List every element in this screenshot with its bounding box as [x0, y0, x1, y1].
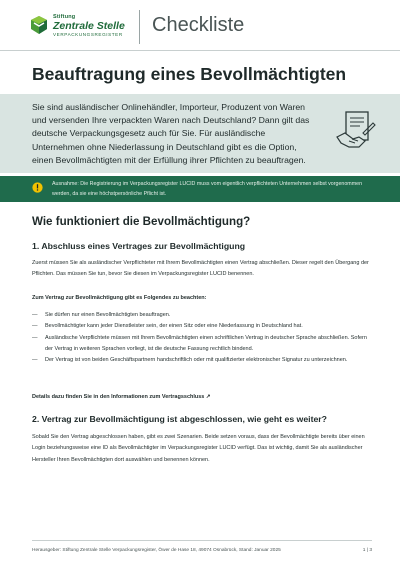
step-2-paragraph: Sobald Sie den Vertrag abgeschlossen haben, gibt es zwei Szenarien. Beide setzen voraus, dass der Bevollmächtigte bereits über einen Login beziehungsweise eine ID als Bevollmächtigter im Verpackungsregister LUCID verfügt. Das ist wichtig, damit Sie als ausländischer Hersteller Ihren Bevollmächtigten dort auswählen und benennen können. [32, 434, 365, 463]
step-1-heading: 1. Abschluss eines Vertrages zur Bevollmächtigung [32, 241, 246, 251]
logo-sup-text: Stiftung [53, 14, 76, 20]
list-item: — Bevollmächtigter kann jeder Dienstleister sein, der einen Sitz oder eine Niederlassung in Deutschland hat. [32, 323, 303, 330]
header-rule [0, 50, 400, 51]
requirements-list [32, 310, 372, 366]
stiftung-logo-icon [28, 14, 50, 36]
intro-panel [0, 94, 400, 173]
list-item: — Sie dürfen nur einen Bevollmächtigten beauftragen. [32, 312, 171, 318]
footer-text: Herausgeber: Stiftung Zentrale Stelle Verpackungsregister, Öwer de Hase 18, 49074 Osnabrück, Stand: Januar 2025 [32, 548, 281, 553]
list-item: — Ausländische Verpflichtete müssen mit Ihrem Bevollmächtigten einen schriftlichen Vertrag in deutscher Sprache abschließen. Sofern der Vertrag in weiteren Sprachen vorliegt, ist die deutsche Fassung rechtlich bindend. [32, 334, 367, 352]
alert-text: Ausnahme: Die Registrierung im Verpackungsregister LUCID muss vom eigentlich verpflichteten Unternehmen selbst vorgenommen werden, da sie eine höchstpersönliche Pflicht ist. [52, 181, 363, 197]
list-intro: Zum Vertrag zur Bevollmächtigung gibt es Folgendes zu beachten: [32, 295, 207, 301]
logo-name-text: Zentrale Stelle [53, 20, 125, 32]
intro-text: Sie sind ausländischer Onlinehändler, Importeur, Produzent von Waren und versenden Ihre verpackten Waren nach Deutschland? Dann gilt das deutsche Verpackungsgesetz auch für Sie. Für ausländische Unternehmen ohne Niederlassung in Deutschland gibt es die Option, einen Bevollmächtigten mit der Erfüllung ihrer Pflichten zu beauftragen. [32, 102, 310, 165]
exception-alert [0, 176, 400, 202]
details-link[interactable]: Details dazu finden Sie in den Informationen zum Vertragsschluss ↗ [32, 394, 211, 400]
document-type: Checkliste [152, 14, 245, 36]
header-divider [139, 10, 140, 44]
page-number: 1 | 3 [362, 548, 372, 553]
section-heading: Wie funktioniert die Bevollmächtigung? [32, 215, 251, 228]
footer-rule [32, 540, 372, 541]
step-2-heading: 2. Vertrag zur Bevollmächtigung ist abgeschlossen, wie geht es weiter? [32, 414, 327, 424]
step-1-paragraph: Zuerst müssen Sie als ausländischer Verpflichteter mit Ihrem Bevollmächtigten einen Vertrag abschließen. Dieser regelt den Übergang der Pflichten. Das müssen Sie tun, bevor Sie diesen im Verpackungsregister LUCID benennen. [32, 260, 369, 278]
list-item: — Der Vertrag ist von beiden Geschäftspartnern handschriftlich oder mit qualifizierter elektronischer Signatur zu unterzeichnen. [32, 357, 348, 364]
warning-icon [32, 182, 43, 193]
page-title: Beauftragung eines Bevollmächtigten [32, 64, 347, 84]
logo-sub-text: VERPACKUNGSREGISTER [53, 32, 123, 37]
page-footer [0, 540, 400, 567]
logo [28, 14, 128, 40]
page-header [0, 0, 400, 50]
contract-handshake-icon [333, 107, 379, 153]
